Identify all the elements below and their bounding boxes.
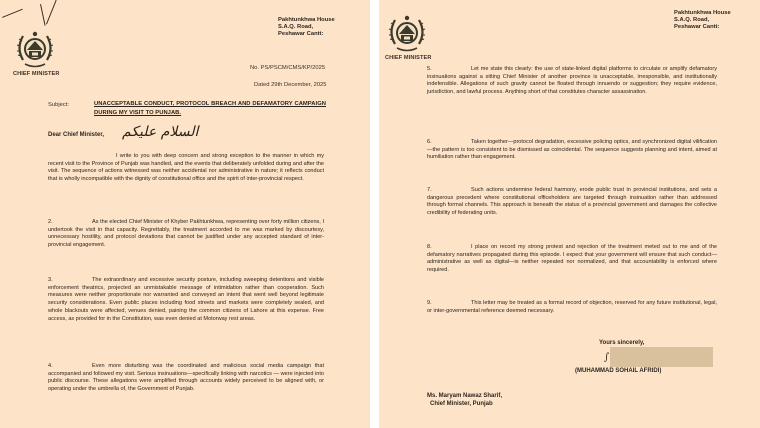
handwritten-stroke: [2, 9, 23, 19]
paragraph-number: 2.: [48, 219, 53, 225]
paragraph-number: 3.: [48, 277, 53, 283]
paragraph-text: The extraordinary and excessive security posture, including sweeping detentions and visible enforcement theatrics, projected an unmistakable message of intimidation rather than cooperation. Such measures were neither proportionate nor warranted and conveyed an intent that went well beyond legitimate security considerations. Even public places including food streets and markets were completely sealed, and whole blackouts were affected, venues denied, paining the common citizens of Lahore at this expense. Free access, as provided for in the Constitution, was even denied at Motorway rest areas.: [48, 277, 324, 322]
paragraph-text: I write to you with deep concern and strong exception to the manner in which my recent visit to the Province of Punjab was handled, and the events that deliberately unfolded during and after the visit. The sequence of actions witnessed was neither accidental nor administrative in nature; it reflects conduct that is wholly incompatible with the dignity of constitutional office and the spirit of inter-provincial respect.: [48, 153, 324, 183]
letter-date: Dated 29th December, 2025: [254, 82, 327, 88]
paragraph-text: Such actions undermine federal harmony, erode public trust in provincial institutions, and sets a dangerous precedent where constitutional officeholders are targeted through insinuation rather than addressed through formal channels. This approach is beneath the status of a provincial government and damages the collective credibility of federating units.: [427, 187, 717, 217]
paragraph-5: [427, 66, 717, 97]
paragraph-7: [427, 187, 717, 218]
letter-page-1: [0, 0, 370, 428]
paragraph-8: [427, 244, 717, 275]
signatory-name: (MUHAMMAD SOHAIL AFRIDI): [575, 368, 662, 374]
emblem-icon: [385, 10, 429, 54]
recipient-name: Ms. Maryam Nawaz Sharif,: [427, 393, 503, 399]
address-line: Peshawar Cantt:: [278, 31, 324, 38]
paragraph-number: 6.: [427, 139, 432, 145]
kp-emblem: [385, 10, 432, 61]
paragraph-text: Let me state this clearly: the use of state-linked digital platforms to circulate or amplify defamatory insinuations against a sitting Chief Minister of another province is unacceptable, irresponsible, and institutionally indefensible. Allegations of such gravity cannot be floated through innuendo or suggestion; they require evidence, jurisdiction, and lawful process. Anything short of that constitutes character assassination.: [427, 66, 717, 96]
paragraph-3: [48, 277, 324, 323]
reference-number: No. PS/PSCM/CMS/KP/2025: [250, 65, 326, 71]
paragraph-9: [427, 300, 717, 315]
urdu-greeting: السلام علیکم: [122, 124, 199, 140]
paragraph-4: [48, 363, 324, 394]
redacted-signature: [610, 347, 713, 367]
paragraph-text: Taken together—protocol degradation, excessive policing optics, and synchronized digital vilification—the pattern is too consistent to be dismissed as coincidental. The sequence suggests planning and intent, aimed at humiliation rather than engagement.: [427, 139, 717, 161]
recipient-block: [427, 393, 502, 408]
signature-stroke: ∫: [604, 352, 610, 363]
paragraph-text: I place on record my strong protest and rejection of the treatment meted out to me and of the defamatory narratives propagated during this episode. I expect that your government will ensure that such conduct—administrative as well as digital—is neither repeated nor normalized, and that accountability is enforced where required.: [427, 244, 717, 274]
address-line: Pakhtunkhwa House: [674, 10, 731, 16]
subject-line: UNACCEPTABLE CONDUCT, PROTOCOL BREACH AND DEFAMATORY CAMPAIGN DURING MY VISIT TO PUNJAB.: [94, 101, 326, 116]
address-line: S.A.Q. Road,: [278, 24, 314, 31]
paragraph-number: 8.: [427, 244, 432, 250]
address-line: S.A.Q. Road,: [674, 17, 710, 24]
handwritten-stroke: [40, 4, 46, 26]
office-label: CHIEF MINISTER: [385, 55, 432, 61]
paragraph-6: [427, 139, 717, 162]
emblem-icon: [13, 26, 57, 70]
paragraph-2: [48, 219, 324, 250]
paragraph-1: [48, 153, 324, 184]
sender-address: [674, 10, 731, 32]
kp-emblem: [13, 26, 60, 77]
paragraph-text: Even more disturbing was the coordinated and malicious social media campaign that accompanied and followed my visit. Serious insinuations—specifically linking with narcotics — were injected into public discourse. These allegations were amplified through accounts widely perceived to be aligned with, or operating under the umbrella of, the Government of Punjab.: [48, 363, 324, 393]
paragraph-text: This letter may be treated as a formal record of objection, reserved for any future institutional, legal, or inter-governmental reference deemed necessary.: [427, 300, 717, 314]
closing: Yours sincerely,: [599, 340, 645, 346]
paragraph-number: 5.: [427, 66, 432, 72]
paragraph-number: 7.: [427, 187, 432, 193]
handwritten-stroke: [46, 0, 57, 25]
address-line: Peshawar Cantt:: [674, 24, 720, 31]
address-line: Pakhtunkhwa House: [278, 17, 335, 23]
letter-page-2: [379, 0, 760, 428]
office-label: CHIEF MINISTER: [13, 71, 60, 77]
sender-address: [278, 17, 335, 39]
paragraph-number: 9.: [427, 300, 432, 306]
subject-label: Subject:: [48, 102, 69, 108]
paragraph-text: As the elected Chief Minister of Khyber Pakhtunkhwa, representing over forty million citizens, I undertook the visit in that capacity. Regrettably, the treatment accorded to me was marked by discourtesy, unnecessary hostility, and protocol deviations that cannot be justified under any accepted standard of inter-provincial engagement.: [48, 219, 324, 249]
salutation: Dear Chief Minister,: [48, 132, 105, 138]
recipient-title: Chief Minister, Punjab: [430, 400, 493, 407]
paragraph-number: 4.: [48, 363, 53, 369]
